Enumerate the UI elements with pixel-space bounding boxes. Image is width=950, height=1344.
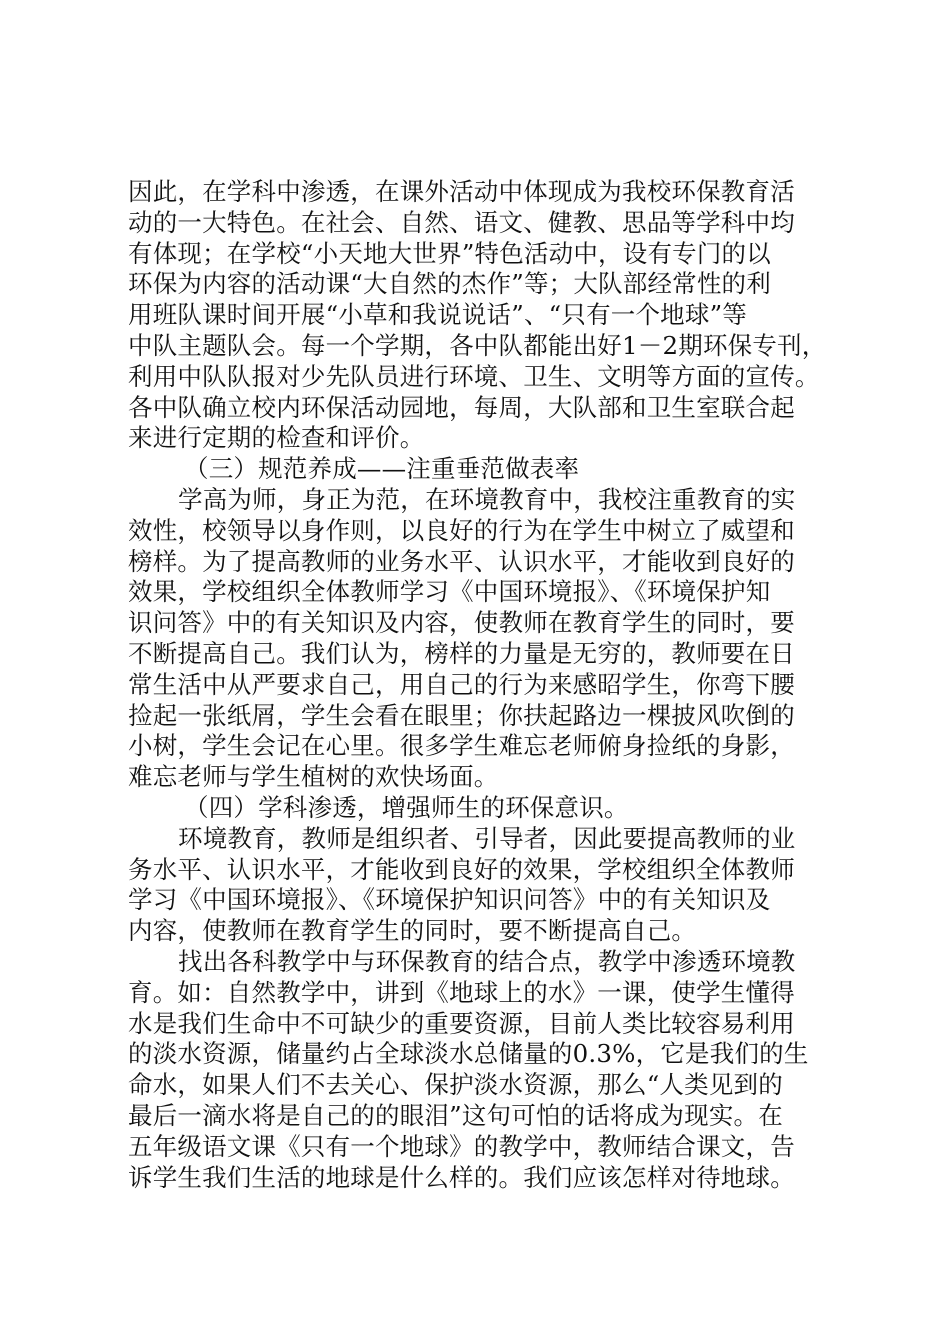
paragraph-first-line: 找出各科教学中与环保教育的结合点，教学中渗透环境教 xyxy=(178,946,796,976)
paragraph-line: 因此，在学科中渗透，在课外活动中体现成为我校环保教育活 xyxy=(128,177,795,206)
paragraph-line: 学习《中国环境报》、《环境保护知识问答》中的有关知识及 xyxy=(128,885,771,915)
paragraph-line: 捡起一张纸屑，学生会看在眼里；你扶起路边一棵披风吹倒的 xyxy=(128,700,795,730)
paragraph-line: 动的一大特色。在社会、自然、语文、健教、思品等学科中均 xyxy=(128,207,795,237)
paragraph-line: 利用中队队报对少先队员进行环境、卫生、文明等方面的宣传。 xyxy=(128,361,820,391)
paragraph-line: 环保为内容的活动课“大自然的杰作”等；大队部经常性的利 xyxy=(128,269,771,299)
paragraph-line: 效性，校领导以身作则，以良好的行为在学生中树立了威望和 xyxy=(128,515,795,545)
paragraph-line: 来进行定期的检查和评价。 xyxy=(128,423,425,453)
section-heading: （四）学科渗透，增强师生的环保意识。 xyxy=(184,792,629,822)
document-body xyxy=(128,177,838,1193)
paragraph-line: 用班队课时间开展“小草和我说说话”、“只有一个地球”等 xyxy=(128,300,747,330)
paragraph-line: 最后一滴水将是自己的的眼泪”这句可怕的话将成为现实。在 xyxy=(128,1100,783,1130)
paragraph-line: 务水平、认识水平，才能收到良好的效果，学校组织全体教师 xyxy=(128,854,795,884)
paragraph-line: 不断提高自己。我们认为，榜样的力量是无穷的，教师要在日 xyxy=(128,638,795,668)
paragraph-line: 难忘老师与学生植树的欢快场面。 xyxy=(128,762,499,792)
paragraph-line: 五年级语文课《只有一个地球》的教学中，教师结合课文，告 xyxy=(128,1131,795,1161)
section-heading: （三）规范养成——注重垂范做表率 xyxy=(184,454,580,484)
paragraph-line: 榜样。为了提高教师的业务水平、认识水平，才能收到良好的 xyxy=(128,546,795,576)
paragraph-line: 有体现；在学校“小天地大世界”特色活动中，设有专门的以 xyxy=(128,238,771,268)
paragraph-line: 命水，如果人们不去关心、保护淡水资源，那么“人类见到的 xyxy=(128,1070,783,1100)
paragraph-line: 效果，学校组织全体教师学习《中国环境报》、《环境保护知 xyxy=(128,577,771,607)
paragraph-line: 各中队确立校内环保活动园地，每周，大队部和卫生室联合起 xyxy=(128,392,795,422)
paragraph-line: 小树，学生会记在心里。很多学生难忘老师俯身捡纸的身影， xyxy=(128,731,795,761)
paragraph-line: 育。如：自然教学中，讲到《地球上的水》一课，使学生懂得 xyxy=(128,977,795,1007)
paragraph-line: 内容，使教师在教育学生的同时，要不断提高自己。 xyxy=(128,916,697,946)
paragraph-line: 水是我们生命中不可缺少的重要资源，目前人类比较容易利用 xyxy=(128,1008,795,1038)
paragraph-line: 的淡水资源，储量约占全球淡水总储量的0.3%，它是我们的生 xyxy=(128,1039,809,1069)
paragraph-first-line: 环境教育，教师是组织者、引导者，因此要提高教师的业 xyxy=(178,823,796,853)
paragraph-line: 诉学生我们生活的地球是什么样的。我们应该怎样对待地球。 xyxy=(128,1162,795,1192)
paragraph-line: 识问答》中的有关知识及内容，使教师在教育学生的同时，要 xyxy=(128,608,795,638)
paragraph-first-line: 学高为师，身正为范，在环境教育中，我校注重教育的实 xyxy=(178,484,796,514)
paragraph-line: 中队主题队会。每一个学期，各中队都能出好1－2期环保专刊， xyxy=(128,330,827,360)
paragraph-line: 常生活中从严要求自己，用自己的行为来感昭学生，你弯下腰 xyxy=(128,669,795,699)
